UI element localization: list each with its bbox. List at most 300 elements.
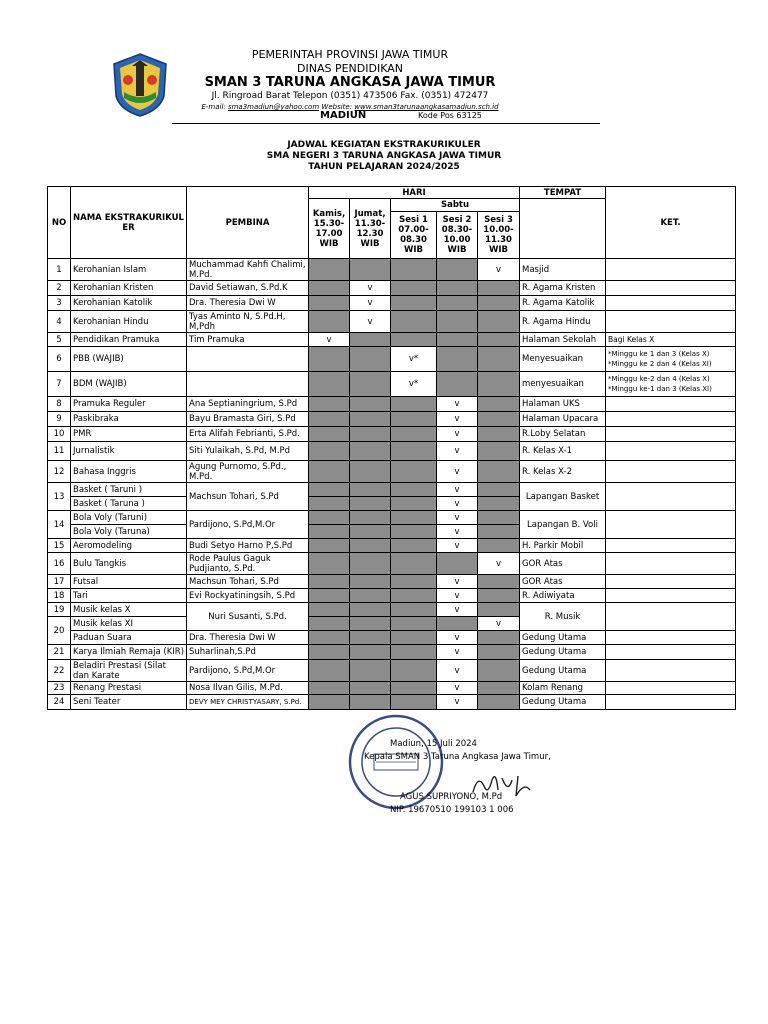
shaded-cell bbox=[350, 645, 391, 660]
shaded-cell bbox=[350, 695, 391, 710]
table-cell: v bbox=[437, 497, 478, 511]
table-cell: 20 bbox=[48, 617, 71, 645]
shaded-cell bbox=[478, 631, 520, 645]
table-row bbox=[48, 427, 736, 442]
table-cell: 18 bbox=[48, 589, 71, 603]
letterhead-text bbox=[180, 48, 520, 112]
shaded-cell bbox=[478, 660, 520, 682]
table-cell bbox=[606, 589, 736, 603]
dept-name: DINAS PENDIDIKAN bbox=[297, 62, 403, 75]
table-cell: Bola Voly (Taruni) bbox=[71, 511, 187, 525]
table-cell: v bbox=[437, 575, 478, 589]
table-cell bbox=[606, 412, 736, 427]
shaded-cell bbox=[391, 525, 437, 539]
shaded-cell bbox=[309, 539, 350, 553]
col-tempat-blank bbox=[520, 199, 606, 259]
table-row bbox=[48, 539, 736, 553]
col-hari: HARI bbox=[309, 187, 520, 199]
table-cell: H. Parkir Mobil bbox=[520, 539, 606, 553]
table-row bbox=[48, 461, 736, 483]
shaded-cell bbox=[478, 603, 520, 617]
table-cell bbox=[606, 259, 736, 281]
table-cell: GOR Atas bbox=[520, 575, 606, 589]
shaded-cell bbox=[437, 281, 478, 296]
table-cell: BDM (WAJIB) bbox=[71, 372, 187, 397]
shaded-cell bbox=[391, 333, 437, 347]
shaded-cell bbox=[309, 660, 350, 682]
shaded-cell bbox=[309, 412, 350, 427]
table-row bbox=[48, 511, 736, 525]
table-cell: 1 bbox=[48, 259, 71, 281]
table-cell: v bbox=[350, 311, 391, 333]
table-row bbox=[48, 589, 736, 603]
table-cell: Kerohanian Islam bbox=[71, 259, 187, 281]
table-cell: v bbox=[437, 631, 478, 645]
table-cell: 23 bbox=[48, 682, 71, 695]
table-row bbox=[48, 695, 736, 710]
shaded-cell bbox=[478, 497, 520, 511]
shaded-cell bbox=[350, 575, 391, 589]
shaded-cell bbox=[350, 603, 391, 617]
shaded-cell bbox=[391, 589, 437, 603]
table-cell: Evi Rockyatiningsih, S.Pd bbox=[187, 589, 309, 603]
table-cell: 6 bbox=[48, 347, 71, 372]
shaded-cell bbox=[309, 553, 350, 575]
table-cell: Karya Ilmiah Remaja (KIR) bbox=[71, 645, 187, 660]
shaded-cell bbox=[391, 575, 437, 589]
table-row bbox=[48, 483, 736, 497]
shaded-cell bbox=[350, 539, 391, 553]
table-cell: Machsun Tohari, S.Pd bbox=[187, 575, 309, 589]
table-cell: Halaman UKS bbox=[520, 397, 606, 412]
table-row bbox=[48, 333, 736, 347]
shaded-cell bbox=[478, 483, 520, 497]
table-cell bbox=[606, 296, 736, 311]
shaded-cell bbox=[350, 483, 391, 497]
shaded-cell bbox=[478, 575, 520, 589]
table-cell: DEVY MEY CHRISTYASARY, S.Pd. bbox=[187, 695, 309, 710]
shaded-cell bbox=[309, 575, 350, 589]
shaded-cell bbox=[309, 483, 350, 497]
table-row bbox=[48, 682, 736, 695]
shaded-cell bbox=[350, 553, 391, 575]
col-sabtu: Sabtu bbox=[391, 199, 520, 212]
shaded-cell bbox=[391, 296, 437, 311]
shaded-cell bbox=[309, 461, 350, 483]
school-address: Jl. Ringroad Barat Telepon (0351) 473506 Fax. (0351) 472477 bbox=[211, 91, 489, 101]
sign-nip: NIP. 19670510 199103 1 006 bbox=[390, 805, 514, 815]
table-cell: v* bbox=[391, 347, 437, 372]
shaded-cell bbox=[391, 660, 437, 682]
table-cell: Bayu Bramasta Giri, S.Pd bbox=[187, 412, 309, 427]
shaded-cell bbox=[309, 311, 350, 333]
table-cell bbox=[606, 311, 736, 333]
shaded-cell bbox=[391, 617, 437, 631]
sign-role: Kepala SMAN 3 Taruna Angkasa Jawa Timur, bbox=[364, 752, 551, 762]
letterhead bbox=[100, 48, 500, 128]
table-cell: 15 bbox=[48, 539, 71, 553]
table-cell: v bbox=[478, 617, 520, 631]
table-cell bbox=[187, 347, 309, 372]
shaded-cell bbox=[350, 347, 391, 372]
table-cell bbox=[606, 483, 736, 511]
shaded-cell bbox=[478, 347, 520, 372]
table-cell bbox=[606, 427, 736, 442]
shaded-cell bbox=[391, 281, 437, 296]
table-cell: Musik kelas X bbox=[71, 603, 187, 617]
shaded-cell bbox=[350, 442, 391, 461]
table-cell: 13 bbox=[48, 483, 71, 511]
shaded-cell bbox=[391, 427, 437, 442]
table-cell: R. Kelas X-1 bbox=[520, 442, 606, 461]
table-cell: R. Adiwiyata bbox=[520, 589, 606, 603]
table-cell: 10 bbox=[48, 427, 71, 442]
table-cell: v bbox=[350, 296, 391, 311]
table-cell: 12 bbox=[48, 461, 71, 483]
shaded-cell bbox=[391, 682, 437, 695]
shaded-cell bbox=[350, 427, 391, 442]
table-row bbox=[48, 296, 736, 311]
table-cell: Gedung Utama bbox=[520, 631, 606, 645]
shaded-cell bbox=[391, 442, 437, 461]
table-cell: Aeromodeling bbox=[71, 539, 187, 553]
table-cell bbox=[606, 553, 736, 575]
table-cell: Gedung Utama bbox=[520, 695, 606, 710]
col-tempat: TEMPAT bbox=[520, 187, 606, 199]
email-link[interactable]: sma3madiun@yahoo.com bbox=[227, 103, 320, 111]
shaded-cell bbox=[391, 603, 437, 617]
shaded-cell bbox=[350, 461, 391, 483]
shaded-cell bbox=[478, 333, 520, 347]
table-cell: v bbox=[437, 412, 478, 427]
table-cell: Kerohanian Katolik bbox=[71, 296, 187, 311]
table-cell: Nosa Ilvan Gilis, M.Pd. bbox=[187, 682, 309, 695]
shaded-cell bbox=[478, 397, 520, 412]
shaded-cell bbox=[309, 645, 350, 660]
table-row bbox=[48, 412, 736, 427]
table-cell: v bbox=[478, 553, 520, 575]
col-sesi1: Sesi 1 07.00- 08.30 WIB bbox=[391, 212, 437, 259]
table-row bbox=[48, 281, 736, 296]
shaded-cell bbox=[478, 682, 520, 695]
table-cell: v bbox=[437, 589, 478, 603]
table-cell: Pardijono, S.Pd,M.Or bbox=[187, 511, 309, 539]
shaded-cell bbox=[478, 281, 520, 296]
shaded-cell bbox=[350, 682, 391, 695]
shaded-cell bbox=[309, 525, 350, 539]
table-cell: Dra. Theresia Dwi W bbox=[187, 296, 309, 311]
shaded-cell bbox=[391, 311, 437, 333]
table-cell: v bbox=[437, 483, 478, 497]
shaded-cell bbox=[437, 347, 478, 372]
shaded-cell bbox=[391, 483, 437, 497]
table-cell: *Minggu ke 1 dan 3 (Kelas X) *Minggu ke 2 dan 4 (Kelas XI) bbox=[606, 347, 736, 372]
table-cell: Seni Teater bbox=[71, 695, 187, 710]
table-cell: R. Kelas X-2 bbox=[520, 461, 606, 483]
table-cell: v bbox=[309, 333, 350, 347]
table-cell: 4 bbox=[48, 311, 71, 333]
table-row bbox=[48, 575, 736, 589]
shaded-cell bbox=[309, 442, 350, 461]
shaded-cell bbox=[391, 511, 437, 525]
table-cell: v bbox=[437, 461, 478, 483]
table-cell: Siti Yulaikah, S.Pd, M.Pd bbox=[187, 442, 309, 461]
table-cell: 9 bbox=[48, 412, 71, 427]
table-cell: 17 bbox=[48, 575, 71, 589]
table-cell: Renang Prestasi bbox=[71, 682, 187, 695]
table-cell: v bbox=[478, 259, 520, 281]
shaded-cell bbox=[391, 412, 437, 427]
table-cell: 5 bbox=[48, 333, 71, 347]
table-cell: 7 bbox=[48, 372, 71, 397]
col-sesi2: Sesi 2 08.30- 10.00 WIB bbox=[437, 212, 478, 259]
shaded-cell bbox=[309, 603, 350, 617]
table-cell: R. Agama Kristen bbox=[520, 281, 606, 296]
table-cell: Masjid bbox=[520, 259, 606, 281]
letterhead-bottom bbox=[180, 110, 520, 124]
shaded-cell bbox=[478, 311, 520, 333]
table-cell: 3 bbox=[48, 296, 71, 311]
table-cell: 2 bbox=[48, 281, 71, 296]
table-cell: *Minggu ke-2 dan 4 (Kelas X) *Minggu ke-1 dan 3 (Kelas XI) bbox=[606, 372, 736, 397]
table-cell bbox=[606, 539, 736, 553]
schedule-table bbox=[47, 186, 736, 710]
shaded-cell bbox=[309, 589, 350, 603]
shaded-cell bbox=[478, 525, 520, 539]
table-cell bbox=[606, 575, 736, 589]
table-cell: Machsun Tohari, S.Pd bbox=[187, 483, 309, 511]
col-ket: KET. bbox=[606, 187, 736, 259]
table-cell: 21 bbox=[48, 645, 71, 660]
table-cell: Paduan Suara bbox=[71, 631, 187, 645]
table-cell bbox=[187, 372, 309, 397]
shaded-cell bbox=[309, 259, 350, 281]
table-cell: 14 bbox=[48, 511, 71, 539]
shaded-cell bbox=[437, 617, 478, 631]
table-cell: PBB (WAJIB) bbox=[71, 347, 187, 372]
table-cell: Beladiri Prestasi (Silat dan Karate bbox=[71, 660, 187, 682]
table-cell: v bbox=[437, 525, 478, 539]
table-cell: v bbox=[437, 539, 478, 553]
shaded-cell bbox=[350, 372, 391, 397]
table-cell bbox=[606, 645, 736, 660]
shaded-cell bbox=[309, 511, 350, 525]
table-cell: Budi Setyo Harno P,S.Pd bbox=[187, 539, 309, 553]
letterhead-divider bbox=[172, 123, 600, 124]
shaded-cell bbox=[350, 497, 391, 511]
table-cell: Paskibraka bbox=[71, 412, 187, 427]
shaded-cell bbox=[350, 397, 391, 412]
table-cell: Halaman Upacara bbox=[520, 412, 606, 427]
table-cell: Tari bbox=[71, 589, 187, 603]
table-row bbox=[48, 660, 736, 682]
shaded-cell bbox=[309, 695, 350, 710]
table-row bbox=[48, 372, 736, 397]
table-cell: v bbox=[437, 682, 478, 695]
table-cell: Bahasa Inggris bbox=[71, 461, 187, 483]
table-cell: Kerohanian Hindu bbox=[71, 311, 187, 333]
table-cell: R.Loby Selatan bbox=[520, 427, 606, 442]
shaded-cell bbox=[350, 259, 391, 281]
table-cell: v bbox=[350, 281, 391, 296]
col-pembina: PEMBINA bbox=[187, 187, 309, 259]
shaded-cell bbox=[391, 461, 437, 483]
shaded-cell bbox=[350, 660, 391, 682]
table-cell: R. Agama Katolik bbox=[520, 296, 606, 311]
table-cell bbox=[606, 682, 736, 695]
table-cell: v bbox=[437, 645, 478, 660]
table-cell: Muchammad Kahfi Chalimi, M.Pd. bbox=[187, 259, 309, 281]
shaded-cell bbox=[350, 333, 391, 347]
shaded-cell bbox=[309, 631, 350, 645]
table-cell: R. Musik bbox=[520, 603, 606, 631]
shaded-cell bbox=[391, 631, 437, 645]
table-cell: Rode Paulus Gaguk Pudjianto, S.Pd. bbox=[187, 553, 309, 575]
shaded-cell bbox=[350, 525, 391, 539]
shaded-cell bbox=[478, 296, 520, 311]
table-cell bbox=[606, 281, 736, 296]
shaded-cell bbox=[309, 397, 350, 412]
table-cell: Pendidikan Pramuka bbox=[71, 333, 187, 347]
table-cell: Gedung Utama bbox=[520, 660, 606, 682]
table-cell: Bagi Kelas X bbox=[606, 333, 736, 347]
east-java-emblem-icon bbox=[110, 52, 170, 118]
shaded-cell bbox=[309, 296, 350, 311]
table-cell: v bbox=[437, 511, 478, 525]
table-cell: Kerohanian Kristen bbox=[71, 281, 187, 296]
table-cell bbox=[606, 631, 736, 645]
table-row bbox=[48, 603, 736, 617]
table-cell: v bbox=[437, 695, 478, 710]
shaded-cell bbox=[350, 617, 391, 631]
table-cell: Erta Alifah Febrianti, S.Pd. bbox=[187, 427, 309, 442]
shaded-cell bbox=[309, 281, 350, 296]
school-contact: E-mail: sma3madiun@yahoo.com Website: www.sman3tarunaangkasamadiun.sch.id bbox=[201, 103, 499, 111]
table-row bbox=[48, 347, 736, 372]
table-row bbox=[48, 442, 736, 461]
shaded-cell bbox=[309, 497, 350, 511]
table-cell: Futsal bbox=[71, 575, 187, 589]
table-cell: Tyas Aminto N, S.Pd.H, M,Pdh bbox=[187, 311, 309, 333]
shaded-cell bbox=[391, 259, 437, 281]
shaded-cell bbox=[350, 412, 391, 427]
table-cell: Dra. Theresia Dwi W bbox=[187, 631, 309, 645]
shaded-cell bbox=[437, 296, 478, 311]
table-cell: v* bbox=[391, 372, 437, 397]
shaded-cell bbox=[350, 589, 391, 603]
table-cell: Menyesuaikan bbox=[520, 347, 606, 372]
table-cell: 19 bbox=[48, 603, 71, 617]
document-title: JADWAL KEGIATAN EKSTRAKURIKULER SMA NEGERI 3 TARUNA ANGKASA JAWA TIMUR TAHUN PELAJARAN 2024/2025 bbox=[266, 140, 502, 172]
table-cell: Pramuka Reguler bbox=[71, 397, 187, 412]
table-row bbox=[48, 631, 736, 645]
school-name: SMAN 3 TARUNA ANGKASA JAWA TIMUR bbox=[204, 75, 496, 90]
shaded-cell bbox=[478, 539, 520, 553]
shaded-cell bbox=[437, 311, 478, 333]
shaded-cell bbox=[391, 397, 437, 412]
shaded-cell bbox=[309, 372, 350, 397]
table-cell: PMR bbox=[71, 427, 187, 442]
table-cell: Nuri Susanti, S.Pd. bbox=[187, 603, 309, 631]
table-cell: 8 bbox=[48, 397, 71, 412]
postal-code: Kode Pos 63125 bbox=[418, 111, 482, 120]
table-cell: v bbox=[437, 660, 478, 682]
shaded-cell bbox=[478, 589, 520, 603]
website-link[interactable]: www.sman3tarunaangkasamadiun.sch.id bbox=[354, 103, 499, 111]
col-nama: NAMA EKSTRAKURIKUL ER bbox=[71, 187, 187, 259]
shaded-cell bbox=[391, 645, 437, 660]
shaded-cell bbox=[478, 645, 520, 660]
table-cell: v bbox=[437, 427, 478, 442]
shaded-cell bbox=[309, 347, 350, 372]
shaded-cell bbox=[437, 372, 478, 397]
col-jumat: Jumat, 11.30- 12.30 WIB bbox=[350, 199, 391, 259]
table-cell: 24 bbox=[48, 695, 71, 710]
sign-name: AGUS SUPRIYONO, M.Pd bbox=[400, 792, 503, 802]
table-cell: Gedung Utama bbox=[520, 645, 606, 660]
sign-date: Madiun, 15 Juli 2024 bbox=[390, 739, 477, 749]
table-cell: Bulu Tangkis bbox=[71, 553, 187, 575]
shaded-cell bbox=[309, 682, 350, 695]
table-cell bbox=[606, 660, 736, 682]
table-cell: Basket ( Taruni ) bbox=[71, 483, 187, 497]
shaded-cell bbox=[391, 553, 437, 575]
table-cell bbox=[606, 603, 736, 631]
table-cell: Jurnalistik bbox=[71, 442, 187, 461]
shaded-cell bbox=[437, 259, 478, 281]
table-cell: R. Agama Hindu bbox=[520, 311, 606, 333]
table-cell: v bbox=[437, 397, 478, 412]
signature-block bbox=[360, 738, 660, 817]
table-cell: David Setiawan, S.Pd.K bbox=[187, 281, 309, 296]
table-cell: 16 bbox=[48, 553, 71, 575]
shaded-cell bbox=[309, 617, 350, 631]
table-cell: Musik kelas XI bbox=[71, 617, 187, 631]
table-cell: menyesuaikan bbox=[520, 372, 606, 397]
table-cell: Bola Voly (Taruna) bbox=[71, 525, 187, 539]
table-row bbox=[48, 397, 736, 412]
table-cell bbox=[606, 397, 736, 412]
table-row bbox=[48, 645, 736, 660]
shaded-cell bbox=[350, 511, 391, 525]
shaded-cell bbox=[478, 442, 520, 461]
table-cell: v bbox=[437, 603, 478, 617]
table-cell: Ana Septianingrium, S.Pd bbox=[187, 397, 309, 412]
shaded-cell bbox=[309, 427, 350, 442]
table-cell: Lapangan B. Voli bbox=[520, 511, 606, 539]
col-no: NO bbox=[48, 187, 71, 259]
shaded-cell bbox=[478, 427, 520, 442]
shaded-cell bbox=[391, 497, 437, 511]
gov-name: PEMERINTAH PROVINSI JAWA TIMUR bbox=[251, 48, 449, 61]
table-cell: Tim Pramuka bbox=[187, 333, 309, 347]
table-cell: 22 bbox=[48, 660, 71, 682]
shaded-cell bbox=[478, 695, 520, 710]
shaded-cell bbox=[437, 553, 478, 575]
table-cell: Kolam Renang bbox=[520, 682, 606, 695]
table-cell: Agung Purnomo, S.Pd., M.Pd. bbox=[187, 461, 309, 483]
city: MADIUN bbox=[320, 110, 367, 121]
col-kamis: Kamis, 15.30- 17.00 WIB bbox=[309, 199, 350, 259]
shaded-cell bbox=[391, 695, 437, 710]
shaded-cell bbox=[478, 511, 520, 525]
shaded-cell bbox=[437, 333, 478, 347]
shaded-cell bbox=[350, 631, 391, 645]
col-sesi3: Sesi 3 10.00- 11.30 WIB bbox=[478, 212, 520, 259]
table-cell: Suharlinah,S.Pd bbox=[187, 645, 309, 660]
table-cell bbox=[606, 511, 736, 539]
table-cell bbox=[606, 695, 736, 710]
